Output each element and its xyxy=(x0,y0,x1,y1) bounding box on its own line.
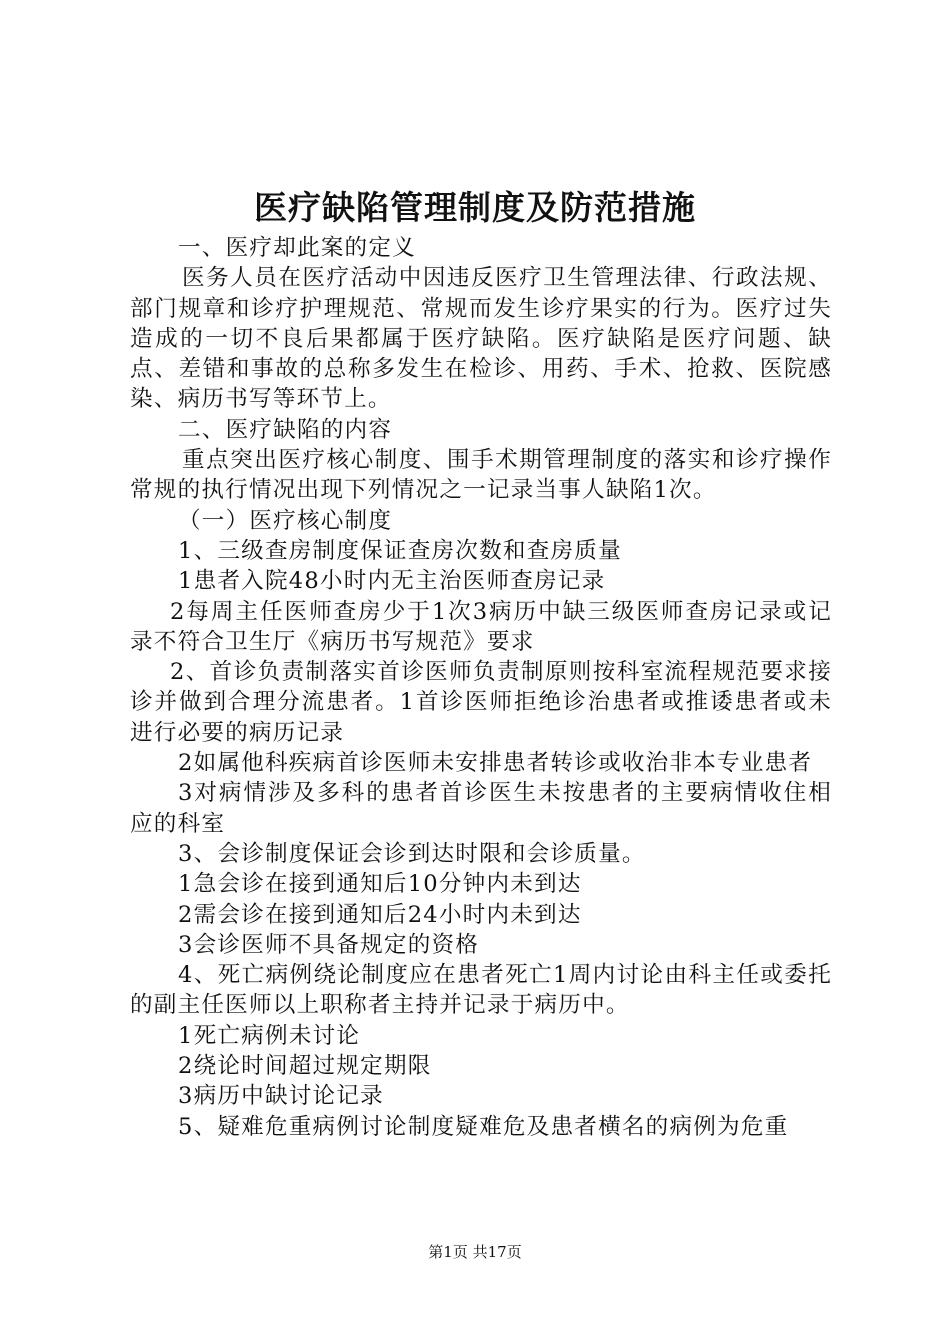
list-item: 3对病情涉及多科的患者首诊医生未按患者的主要病情收住相应的科室 xyxy=(130,780,832,837)
document-title: 医疗缺陷管理制度及防范措施 xyxy=(254,188,696,227)
list-item: 2每周主任医师查房少于1次3病历中缺三级医师查房记录或记录不符合卫生厅《病历书写规范》要求 xyxy=(130,598,832,655)
list-item: 3会诊医师不具备规定的资格 xyxy=(178,931,480,958)
list-item: 1急会诊在接到通知后10分钟内未到达 xyxy=(178,871,582,898)
list-item: 2需会诊在接到通知后24小时内未到达 xyxy=(178,901,582,928)
list-item: 1患者入院48小时内无主治医师查房记录 xyxy=(178,568,606,595)
paragraph-definition: 医务人员在医疗活动中因违反医疗卫生管理法律、行政法规、部门规章和诊疗护理规范、常规而发生诊疗果实的行为。医疗过失造成的一切不良后果都属于医疗缺陷。医疗缺陷是医疗问题、缺点、差错和事故的总称多发生在检诊、用药、手术、抢救、医院感染、病历书写等环节上。 xyxy=(130,265,832,413)
subsection-heading-core-system: （一）医疗核心制度 xyxy=(178,507,393,534)
paragraph-content-intro: 重点突出医疗核心制度、围手术期管理制度的落实和诊疗操作常规的执行情况出现下列情况之一记录当事人缺陷1次。 xyxy=(130,447,832,504)
list-item: 4、死亡病例绕论制度应在患者死亡1周内讨论由科主任或委托的副主任医师以上职称者主持并记录于病历中。 xyxy=(130,962,832,1019)
list-item: 2如属他科疾病首诊医师未安排患者转诊或收治非本专业患者 xyxy=(178,750,813,777)
list-item: 5、疑难危重病例讨论制度疑难危及患者横名的病例为危重 xyxy=(178,1113,789,1140)
document-body xyxy=(130,233,832,1142)
section-heading-content: 二、医疗缺陷的内容 xyxy=(178,416,393,443)
list-item: 3病历中缺讨论记录 xyxy=(178,1083,384,1110)
list-item: 1、三级查房制度保证查房次数和查房质量 xyxy=(178,537,622,564)
list-item: 1死亡病例未讨论 xyxy=(178,1022,361,1049)
list-item: 3、会诊制度保证会诊到达时限和会诊质量。 xyxy=(178,840,646,867)
page-number-footer: 第1页 共17页 xyxy=(428,1243,522,1261)
list-item: 2、首诊负责制落实首诊医师负责制原则按科室流程规范要求接诊并做到合理分流患者。1首诊医师拒绝诊治患者或推诿患者或未进行必要的病历记录 xyxy=(130,659,832,746)
list-item: 2绕论时间超过规定期限 xyxy=(178,1053,432,1080)
section-heading-definition: 一、医疗却此案的定义 xyxy=(178,235,416,261)
